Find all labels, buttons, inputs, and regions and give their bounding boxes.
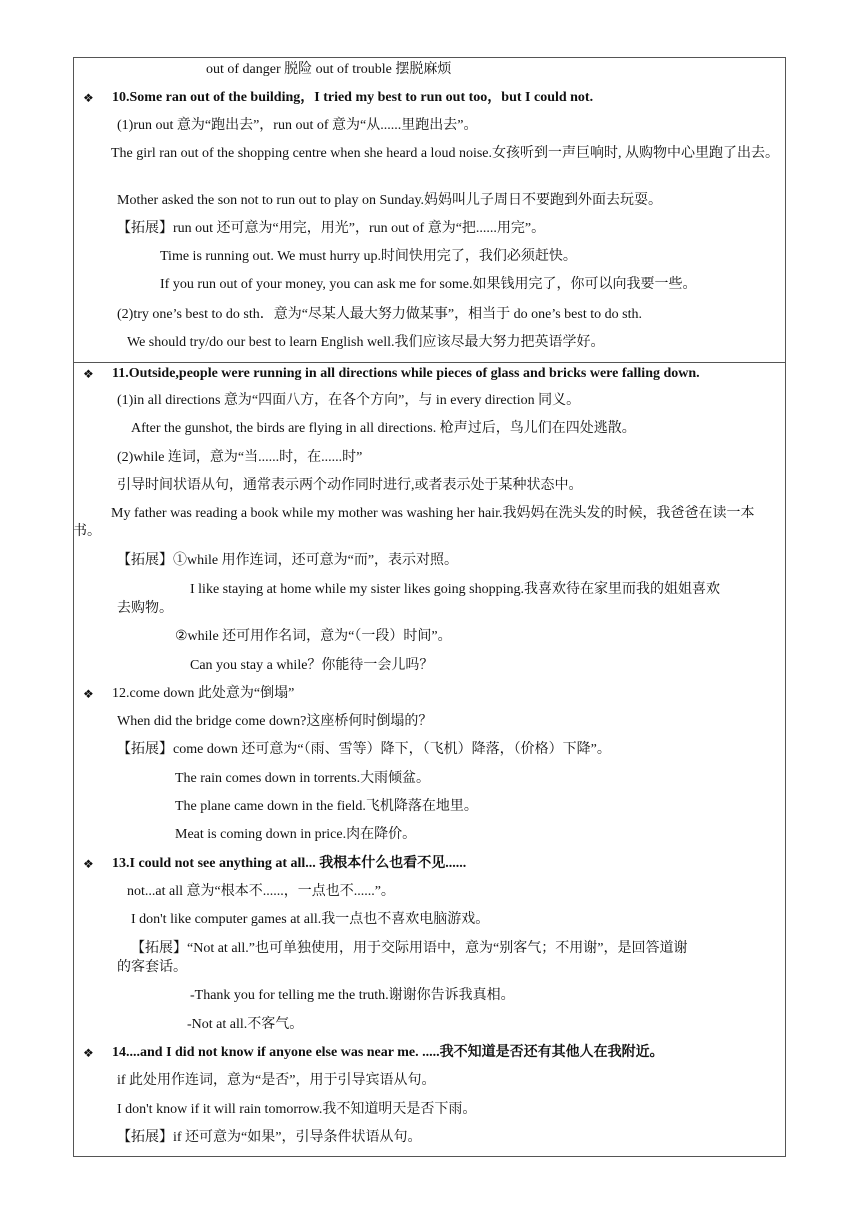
extension-line: ②while 还可用作名词，意为“（一段）时间”。 (175, 629, 452, 644)
extension-line: 【拓展】“Not at all.”也可单独使用，用于交际用语中，意为“别客气；不用谢”，是回答道谢 (131, 941, 688, 956)
example-line: Meat is coming down in price.肉在降价。 (175, 827, 417, 842)
note-line: not...at all 意为“根本不......，一点也不......”。 (127, 884, 395, 899)
extension-line: 【拓展】①while 用作连词，还可意为“而”，表示对照。 (117, 553, 459, 568)
bullet-icon: ❖ (83, 1046, 94, 1060)
example-line: The girl ran out of the shopping centre when she heard a loud noise.女孩听到一声巨响时, 从购物中心里跑了出去。 (111, 146, 779, 161)
example-line: When did the bridge come down?这座桥何时倒塌的？ (117, 714, 433, 729)
bullet-icon: ❖ (83, 91, 94, 105)
example-line: I don't like computer games at all.我一点也不喜欢电脑游戏。 (131, 912, 490, 927)
bullet-icon: ❖ (83, 367, 94, 381)
example-line: Mother asked the son not to run out to play on Sunday.妈妈叫儿子周日不要跑到外面去玩耍。 (117, 193, 663, 208)
extension-line: 【拓展】run out 还可意为“用完，用光”，run out of 意为“把......用完”。 (117, 221, 546, 236)
note-line: 引导时间状语从句，通常表示两个动作同时进行,或者表示处于某种状态中。 (117, 478, 583, 493)
note-line: (2)try one’s best to do sth．意为“尽某人最大努力做某事”，相当于 do one’s best to do sth. (117, 307, 642, 322)
sentence-heading-11: 11.Outside,people were running in all directions while pieces of glass and bricks were falling down. (112, 366, 700, 381)
sentence-heading-12: 12.come down 此处意为“倒塌” (112, 686, 295, 701)
example-line: If you run out of your money, you can ask me for some.如果钱用完了，你可以向我要一些。 (160, 277, 697, 292)
example-line: I don't know if it will rain tomorrow.我不知道明天是否下雨。 (117, 1102, 477, 1117)
phrase-line: out of danger 脱险 out of trouble 摆脱麻烦 (206, 62, 452, 77)
row-divider (73, 362, 786, 363)
note-line: (1)run out 意为“跑出去”，run out of 意为“从......里跑出去”。 (117, 118, 478, 133)
example-line: We should try/do our best to learn English well.我们应该尽最大努力把英语学好。 (127, 335, 605, 350)
dialog-line: -Not at all.不客气。 (187, 1017, 304, 1032)
example-line: My father was reading a book while my mother was washing her hair.我妈妈在洗头发的时候，我爸爸在读一本书。 (73, 506, 755, 539)
sentence-heading-10: 10.Some ran out of the building，I tried my best to run out too，but I could not. (112, 90, 594, 105)
example-line: Time is running out. We must hurry up.时间快用完了，我们必须赶快。 (160, 249, 577, 264)
bullet-icon: ❖ (83, 857, 94, 871)
extension-line-cont: 的客套话。 (117, 960, 187, 975)
example-line: Can you stay a while？你能待一会儿吗？ (190, 658, 434, 673)
note-line: (1)in all directions 意为“四面八方，在各个方向”，与 in every direction 同义。 (117, 393, 581, 408)
example-line: The rain comes down in torrents.大雨倾盆。 (175, 771, 431, 786)
example-line: I like staying at home while my sister likes going shopping.我喜欢待在家里而我的姐姐喜欢 (190, 582, 721, 597)
example-line-cont: 去购物。 (117, 601, 173, 616)
note-line: (2)while 连词，意为“当......时，在......时” (117, 450, 363, 465)
example-line: The plane came down in the field.飞机降落在地里。 (175, 799, 478, 814)
bullet-icon: ❖ (83, 687, 94, 701)
example-line: After the gunshot, the birds are flying in all directions. 枪声过后，鸟儿们在四处逃散。 (131, 421, 636, 436)
sentence-heading-13: 13.I could not see anything at all... 我根本什么也看不见...... (112, 856, 467, 871)
extension-line: 【拓展】if 还可意为“如果”，引导条件状语从句。 (117, 1130, 422, 1145)
dialog-line: -Thank you for telling me the truth.谢谢你告诉我真相。 (190, 988, 515, 1003)
sentence-heading-14: 14....and I did not know if anyone else was near me. .....我不知道是否还有其他人在我附近。 (112, 1045, 664, 1060)
extension-line: 【拓展】come down 还可意为“（雨、雪等）降下，（飞机）降落，（价格）下降”。 (117, 742, 611, 757)
note-line: if 此处用作连词，意为“是否”，用于引导宾语从句。 (117, 1073, 436, 1088)
